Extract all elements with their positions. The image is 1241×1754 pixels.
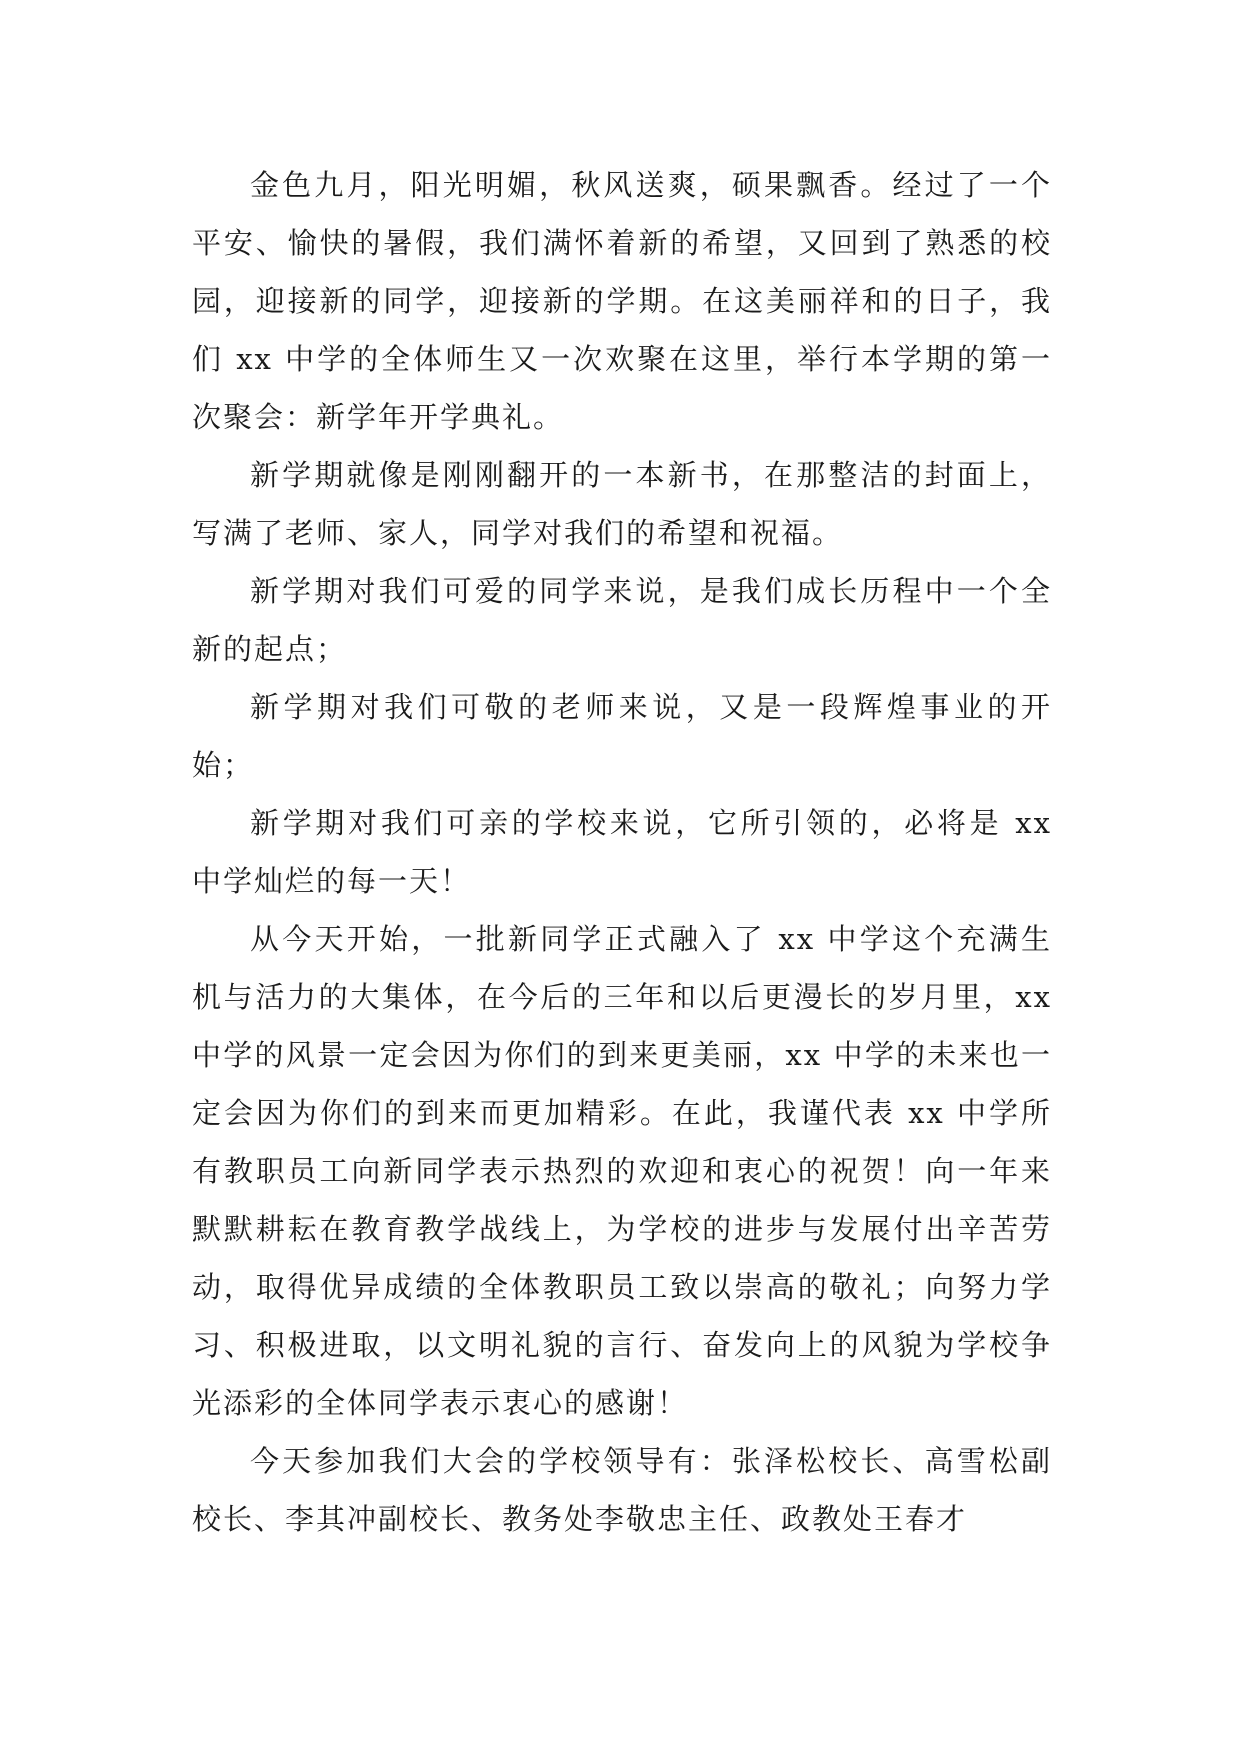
paragraph-new-book: 新学期就像是刚刚翻开的一本新书，在那整洁的封面上，写满了老师、家人，同学对我们的希望和祝福。 [192, 458, 1052, 550]
paragraph-leaders: 今天参加我们大会的学校领导有：张泽松校长、高雪松副校长、李其冲副校长、教务处李敬忠主任、政教处王春才 [192, 1444, 1052, 1536]
document-body [192, 156, 1052, 1548]
paragraph-students: 新学期对我们可爱的同学来说，是我们成长历程中一个全新的起点； [192, 574, 1052, 666]
paragraph-welcome: 从今天开始，一批新同学正式融入了 xx 中学这个充满生机与活力的大集体，在今后的三年和以后更漫长的岁月里，xx 中学的风景一定会因为你们的到来更美丽，xx 中学的未来也一定会因为你们的到来而更加精彩。在此，我谨代表 xx 中学所有教职员工向新同学表示热烈的欢迎和衷心的祝贺！向一年来默默耕耘在教育教学战线上，为学校的进步与发展付出辛苦劳动，取得优异成绩的全体教职员工致以崇高的敬礼；向努力学习、积极进取，以文明礼貌的言行、奋发向上的风貌为学校争光添彩的全体同学表示衷心的感谢！ [192, 922, 1052, 1420]
paragraph-opening: 金色九月，阳光明媚，秋风送爽，硕果飘香。经过了一个平安、愉快的暑假，我们满怀着新的希望，又回到了熟悉的校园，迎接新的同学，迎接新的学期。在这美丽祥和的日子，我们 xx 中学的全体师生又一次欢聚在这里，举行本学期的第一次聚会：新学年开学典礼。 [192, 168, 1052, 434]
paragraph-school: 新学期对我们可亲的学校来说，它所引领的，必将是 xx 中学灿烂的每一天！ [192, 806, 1052, 898]
paragraph-teachers: 新学期对我们可敬的老师来说，又是一段辉煌事业的开始； [192, 690, 1052, 782]
